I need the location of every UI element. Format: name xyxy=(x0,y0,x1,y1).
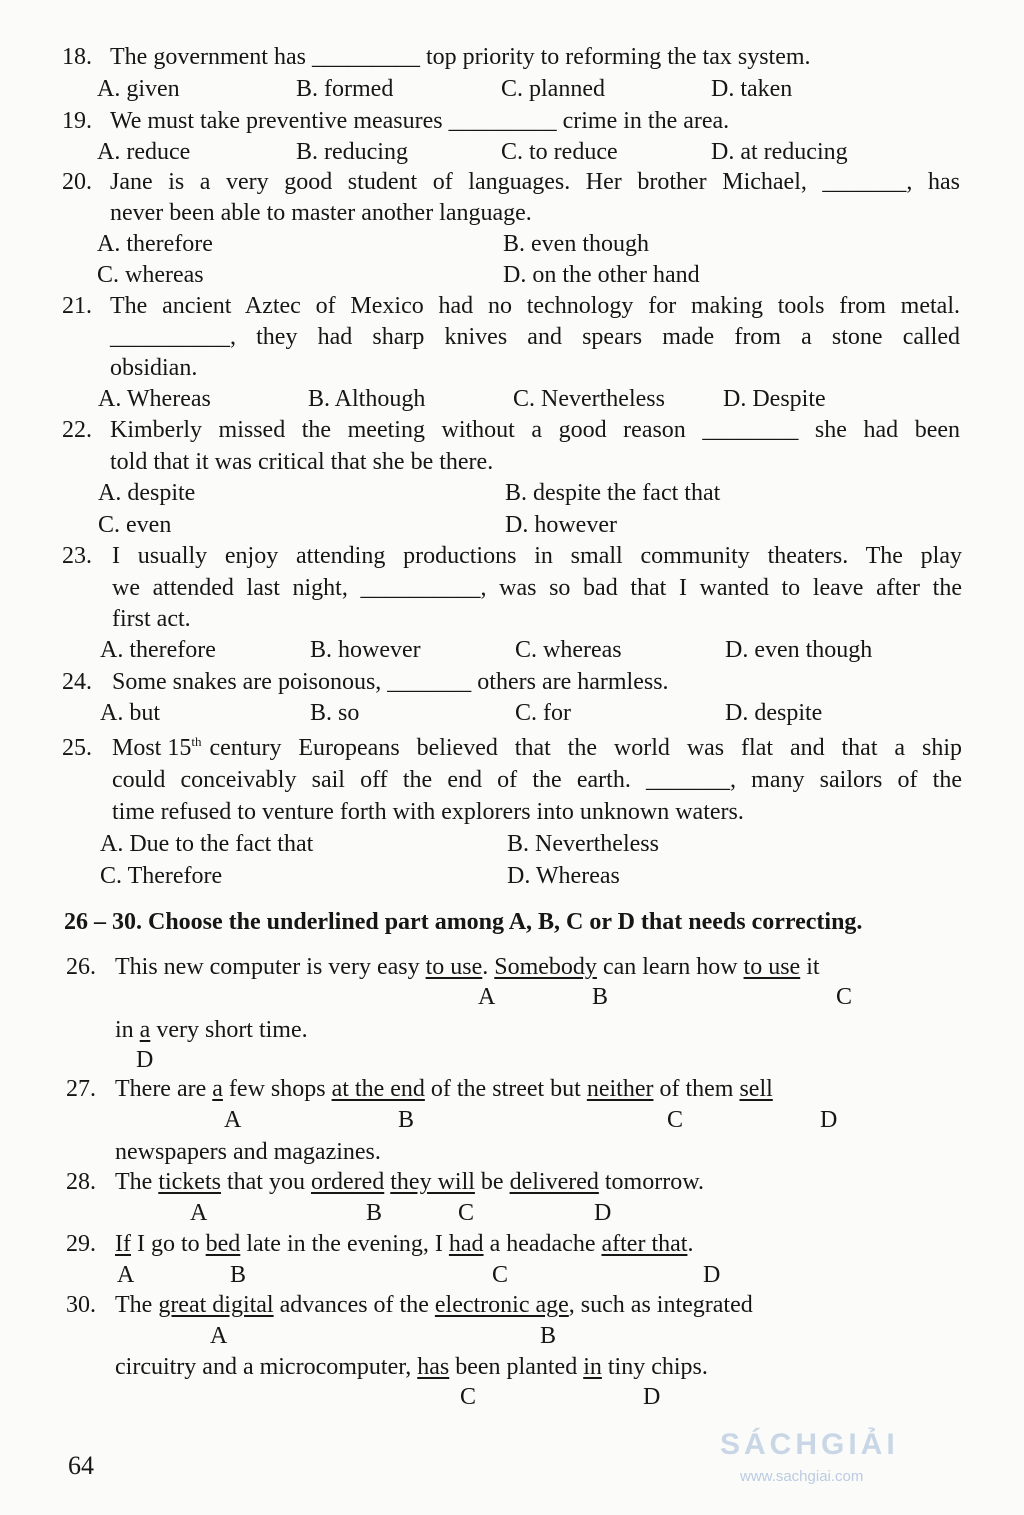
question-text: time refused to venture forth with explorers into unknown waters. xyxy=(112,799,744,825)
question-number: 22. xyxy=(62,417,92,443)
letter-c: C xyxy=(667,1107,684,1133)
letter-b: B xyxy=(540,1323,557,1349)
question-number: 23. xyxy=(62,543,92,569)
text: tiny chips. xyxy=(601,1354,708,1380)
option-d: D. Whereas xyxy=(507,863,620,889)
underlined-b: bed xyxy=(205,1231,241,1257)
option-d: D. despite xyxy=(725,700,823,726)
option-b: B. formed xyxy=(296,76,394,102)
letter-c: C xyxy=(492,1262,509,1288)
underlined-a: great digital xyxy=(158,1292,274,1318)
option-d: D. taken xyxy=(711,76,793,102)
underlined-d: delivered xyxy=(509,1169,599,1195)
letter-b: B xyxy=(398,1107,415,1133)
underlined-a: a xyxy=(212,1076,223,1102)
text: of them xyxy=(653,1076,740,1102)
letter-b: B xyxy=(230,1262,247,1288)
letter-d: D xyxy=(643,1384,661,1410)
text: circuitry and a microcomputer, xyxy=(115,1354,418,1380)
underlined-d: sell xyxy=(739,1076,773,1102)
question-text: first act. xyxy=(112,606,191,632)
underlined-b: at the end xyxy=(331,1076,425,1102)
text: . xyxy=(482,954,495,980)
underlined-c: has xyxy=(417,1354,450,1380)
option-a: A. therefore xyxy=(97,231,213,257)
underlined-d: a xyxy=(139,1017,151,1043)
option-b: B. Although xyxy=(308,386,426,412)
letter-a: A xyxy=(224,1107,242,1133)
question-number: 27. xyxy=(66,1076,96,1102)
text: very short time. xyxy=(150,1017,308,1043)
option-b: B. reducing xyxy=(296,139,408,165)
underlined-a: tickets xyxy=(158,1169,221,1195)
option-a: A. Due to the fact that xyxy=(100,831,314,857)
underlined-c: they will xyxy=(390,1169,475,1195)
text: few shops xyxy=(222,1076,332,1102)
question-text: obsidian. xyxy=(110,355,198,381)
option-a: A. Whereas xyxy=(98,386,211,412)
text: , such as integrated xyxy=(568,1292,753,1318)
question-text: Some snakes are poisonous, _______ others are harmless. xyxy=(112,669,669,695)
text: The xyxy=(115,1292,159,1318)
question-number: 25. xyxy=(62,735,92,761)
question-text: never been able to master another language. xyxy=(110,200,532,226)
question-text xyxy=(115,1230,693,1258)
option-c: C. whereas xyxy=(97,262,204,288)
text: in xyxy=(115,1017,140,1043)
question-text xyxy=(115,1075,773,1103)
letter-c: C xyxy=(460,1384,477,1410)
option-a: A. reduce xyxy=(97,139,191,165)
underlined-d: after that xyxy=(601,1231,688,1257)
letter-d: D xyxy=(594,1200,612,1226)
underlined-b: Somebody xyxy=(494,954,597,980)
letter-a: A xyxy=(117,1262,135,1288)
underlined-d: in xyxy=(583,1354,602,1380)
underlined-a: If xyxy=(115,1231,131,1257)
question-number: 24. xyxy=(62,669,92,695)
question-text: told that it was critical that she be there. xyxy=(110,449,494,475)
text: of the street but xyxy=(424,1076,587,1102)
question-text xyxy=(115,1168,704,1196)
superscript: th xyxy=(191,734,202,749)
option-c: C. for xyxy=(515,700,571,726)
question-text xyxy=(115,1291,753,1319)
option-c: C. to reduce xyxy=(501,139,618,165)
option-b: B. Nevertheless xyxy=(507,831,659,857)
text: been planted xyxy=(449,1354,584,1380)
letter-d: D xyxy=(136,1047,154,1073)
text: be xyxy=(474,1169,510,1195)
question-text: The government has _________ top priority to reforming the tax system. xyxy=(110,44,811,70)
question-text: I usually enjoy attending productions in small community theaters. The play xyxy=(112,543,962,569)
question-number: 29. xyxy=(66,1231,96,1257)
letter-a: A xyxy=(478,984,496,1010)
option-a: A. but xyxy=(100,700,160,726)
option-a: A. given xyxy=(97,76,180,102)
question-text: we attended last night, __________, was so bad that I wanted to leave after the xyxy=(112,575,962,601)
question-text xyxy=(115,1016,308,1044)
letter-d: D xyxy=(820,1107,838,1133)
text: can learn how xyxy=(596,954,744,980)
text: century Europeans believed that the world was flat and that a ship xyxy=(209,735,962,761)
question-number: 19. xyxy=(62,108,92,134)
text: late in the evening, I xyxy=(240,1231,449,1257)
option-b: B. despite the fact that xyxy=(505,480,721,506)
question-text xyxy=(112,734,962,762)
underlined-c: to use xyxy=(743,954,801,980)
question-number: 20. xyxy=(62,169,92,195)
question-number: 28. xyxy=(66,1169,96,1195)
letter-a: A xyxy=(210,1323,228,1349)
watermark-brand: SÁCHGIẢI xyxy=(720,1428,899,1461)
letter-a: A xyxy=(190,1200,208,1226)
question-text: could conceivably sail off the end of the earth. _______, many sailors of the xyxy=(112,767,962,793)
section-heading: 26 – 30. Choose the underlined part among A, B, C or D that needs correcting. xyxy=(64,909,863,935)
watermark-url: www.sachgiai.com xyxy=(740,1468,864,1485)
question-text: Kimberly missed the meeting without a good reason ________ she had been xyxy=(110,417,960,443)
question-text xyxy=(115,1353,708,1381)
option-c: C. whereas xyxy=(515,637,622,663)
question-number: 21. xyxy=(62,293,92,319)
option-b: B. even though xyxy=(503,231,649,257)
option-d: D. on the other hand xyxy=(503,262,700,288)
text: The xyxy=(115,1169,159,1195)
question-text: We must take preventive measures _________ crime in the area. xyxy=(110,108,730,134)
text: Most 15 xyxy=(112,735,192,761)
text: This new computer is very easy xyxy=(115,954,426,980)
text: tomorrow. xyxy=(598,1169,704,1195)
text: a headache xyxy=(483,1231,602,1257)
option-c: C. even xyxy=(98,512,172,538)
letter-c: C xyxy=(836,984,853,1010)
option-d: D. however xyxy=(505,512,617,538)
text: that you xyxy=(220,1169,311,1195)
option-a: A. therefore xyxy=(100,637,216,663)
text: . xyxy=(687,1231,694,1257)
question-text: Jane is a very good student of languages. Her brother Michael, _______, has xyxy=(110,169,960,195)
letter-b: B xyxy=(366,1200,383,1226)
question-text: __________, they had sharp knives and spears made from a stone called xyxy=(110,324,960,350)
underlined-b: ordered xyxy=(310,1169,385,1195)
underlined-c: neither xyxy=(586,1076,654,1102)
option-d: D. at reducing xyxy=(711,139,848,165)
option-c: C. Nevertheless xyxy=(513,386,665,412)
underlined-b: electronic age xyxy=(434,1292,569,1318)
option-a: A. despite xyxy=(98,480,196,506)
question-number: 30. xyxy=(66,1292,96,1318)
letter-b: B xyxy=(592,984,609,1010)
option-d: D. Despite xyxy=(723,386,826,412)
option-c: C. planned xyxy=(501,76,605,102)
question-number: 18. xyxy=(62,44,92,70)
question-number: 26. xyxy=(66,954,96,980)
text: I go to xyxy=(130,1231,206,1257)
page-number: 64 xyxy=(68,1451,94,1480)
option-d: D. even though xyxy=(725,637,873,663)
underlined-c: had xyxy=(448,1231,484,1257)
question-text: newspapers and magazines. xyxy=(115,1139,381,1165)
underlined-a: to use xyxy=(425,954,483,980)
text: advances of the xyxy=(273,1292,435,1318)
question-text xyxy=(115,953,820,981)
option-b: B. however xyxy=(310,637,421,663)
text: it xyxy=(800,954,820,980)
letter-d: D xyxy=(703,1262,721,1288)
text: There are xyxy=(115,1076,213,1102)
question-text: The ancient Aztec of Mexico had no technology for making tools from metal. xyxy=(110,293,960,319)
option-c: C. Therefore xyxy=(100,863,223,889)
option-b: B. so xyxy=(310,700,360,726)
letter-c: C xyxy=(458,1200,475,1226)
